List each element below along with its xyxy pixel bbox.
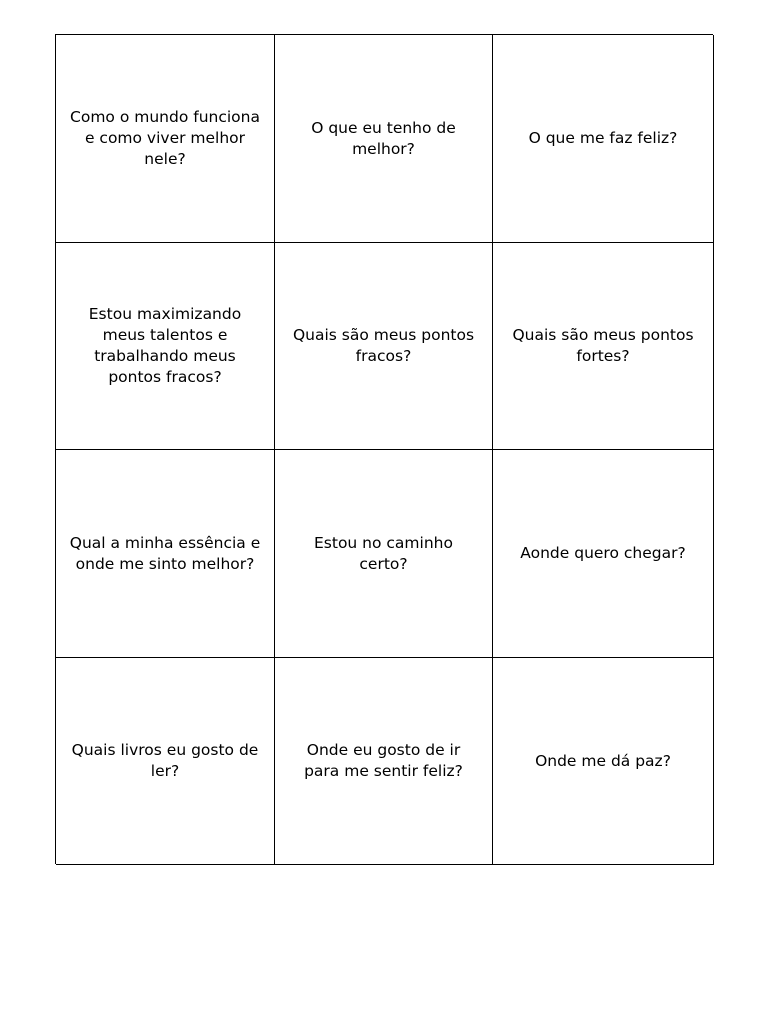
question-card [275, 243, 493, 450]
question-text: O que eu tenho de melhor? [311, 118, 456, 158]
question-text: Quais são meus pontos fortes? [512, 326, 694, 365]
question-text: Onde me dá paz? [535, 751, 671, 770]
question-text: Aonde quero chegar? [520, 544, 686, 562]
question-card [275, 658, 493, 865]
question-card [56, 35, 275, 243]
question-card [275, 35, 493, 243]
question-card [493, 243, 714, 450]
question-text: Qual a minha essência e onde me sinto melhor? [69, 533, 261, 573]
question-text: Quais livros eu gosto de ler? [71, 741, 259, 780]
question-text: Onde eu gosto de ir para me sentir feliz? [304, 741, 463, 780]
question-text: Estou no caminho certo? [314, 533, 453, 573]
question-text: Estou maximizando meus talentos e trabalhando meus pontos fracos? [88, 305, 242, 386]
question-card [275, 450, 493, 658]
question-text: Como o mundo funciona e como viver melhor nele? [70, 108, 260, 168]
question-card [56, 658, 275, 865]
question-card [493, 450, 714, 658]
question-card [56, 243, 275, 450]
question-card [493, 658, 714, 865]
question-text: Quais são meus pontos fracos? [292, 326, 475, 365]
question-text: O que me faz feliz? [528, 129, 678, 147]
question-card-grid [55, 34, 713, 864]
question-card [56, 450, 275, 658]
question-card [493, 35, 714, 243]
